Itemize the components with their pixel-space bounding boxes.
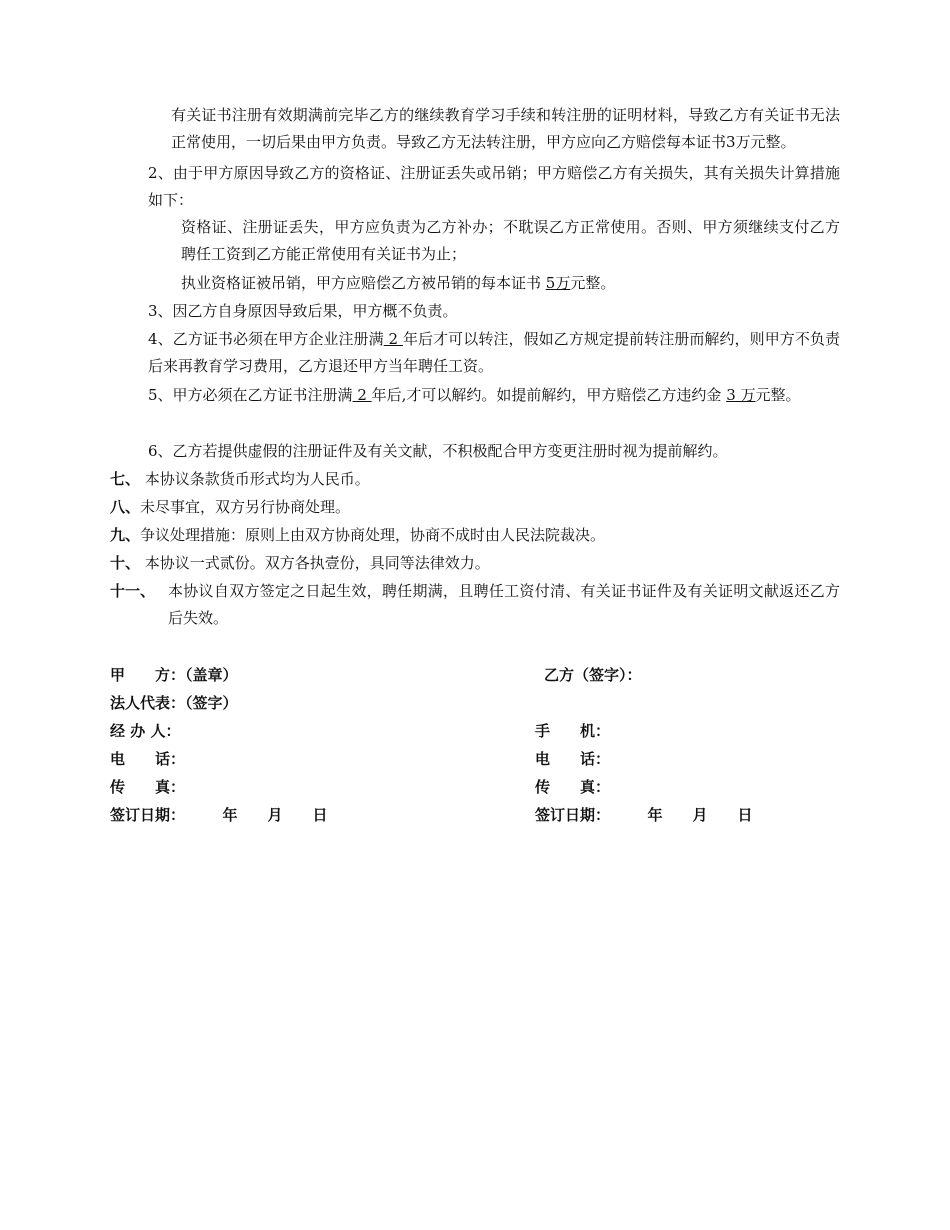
item-5-post: 元整。	[755, 386, 801, 404]
clause-item-3: 3、因乙方自身原因导致后果，甲方概不负责。	[148, 302, 458, 320]
article-9-text: 争议处理措施：原则上由双方协商处理，协商不成时由人民法院裁决。	[140, 526, 606, 544]
fax-b-label: 传 真：	[535, 778, 611, 796]
article-8-text: 未尽事宜，双方另行协商处理。	[140, 498, 351, 516]
sign-date-b-label: 签订日期： 年 月 日	[535, 806, 753, 824]
clause-item-5	[148, 382, 840, 409]
article-10-text: 本协议一式贰份。双方各执壹份，具同等法律效力。	[140, 554, 490, 572]
article-7-text: 本协议条款货币形式均为人民币。	[140, 470, 370, 488]
item-5-years: 2	[352, 386, 372, 404]
party-a-label: 甲 方：（盖章）	[110, 666, 238, 684]
article-11-text: 本协议自双方签定之日起生效，聘任期满，且聘任工资付清、有关证书证件及有关证明文献返还乙方后失效。	[168, 582, 840, 627]
item-4-years: 2	[383, 330, 403, 348]
fax-a-label: 传 真：	[110, 778, 186, 796]
article-8	[110, 494, 840, 521]
intro-paragraph: 有关证书注册有效期满前完毕乙方的继续教育学习手续和转注册的证明材料，导致乙方有关证书无法正常使用，一切后果由甲方负责。导致乙方无法转注册，甲方应向乙方赔偿每本证书3万元整。	[171, 106, 840, 151]
item-4-pre: 4、乙方证书必须在甲方企业注册满	[148, 330, 384, 348]
article-9	[110, 522, 840, 549]
handler-label: 经 办 人：	[110, 722, 181, 740]
clause-item-2-sub-2	[181, 270, 840, 297]
clause-item-6: 6、乙方若提供虚假的注册证件及有关文献，不积极配合甲方变更注册时视为提前解约。	[148, 442, 728, 460]
phone-b-label: 电 话：	[535, 750, 611, 768]
party-b-label: 乙方（签字）：	[544, 666, 642, 684]
article-10-number: 十、	[110, 554, 141, 572]
clause-item-2-sub-1: 资格证、注册证丢失，甲方应负责为乙方补办；不耽误乙方正常使用。否则、甲方须继续支付乙方聘任工资到乙方能正常使用有关证书为止；	[181, 218, 840, 263]
mobile-label: 手 机：	[535, 722, 611, 740]
article-7-number: 七、	[110, 470, 141, 488]
sign-date-a-label: 签订日期： 年 月 日	[110, 806, 328, 824]
article-10	[110, 550, 840, 577]
article-9-number: 九、	[110, 526, 141, 544]
item-5-penalty: 3 万	[726, 386, 756, 404]
item-5-mid: 年后,才可以解约。如提前解约，甲方赔偿乙方违约金	[371, 386, 727, 404]
sub-2-post: 元整。	[570, 274, 616, 292]
article-8-number: 八、	[110, 498, 141, 516]
item-4-post: 年后才可以转注，假如乙方规定提前转注册而解约，则甲方不负责后来再教育学习费用，乙方退还甲方当年聘任工资。	[148, 330, 840, 375]
clause-item-2-text: 2、由于甲方原因导致乙方的资格证、注册证丢失或吊销；甲方赔偿乙方有关损失，其有关损失计算措施如下：	[148, 164, 840, 209]
article-11-number: 十一、	[110, 582, 156, 600]
article-7	[110, 466, 840, 493]
article-11	[110, 578, 840, 632]
clause-item-4	[148, 326, 840, 380]
clause-item-2	[148, 160, 840, 214]
legal-representative-label: 法人代表：（签字）	[110, 694, 238, 712]
revocation-amount: 5万	[545, 274, 571, 292]
item-5-pre: 5、甲方必须在乙方证书注册满	[148, 386, 353, 404]
sub-2-pre: 执业资格证被吊销，甲方应赔偿乙方被吊销的每本证书	[181, 274, 546, 292]
phone-a-label: 电 话：	[110, 750, 186, 768]
